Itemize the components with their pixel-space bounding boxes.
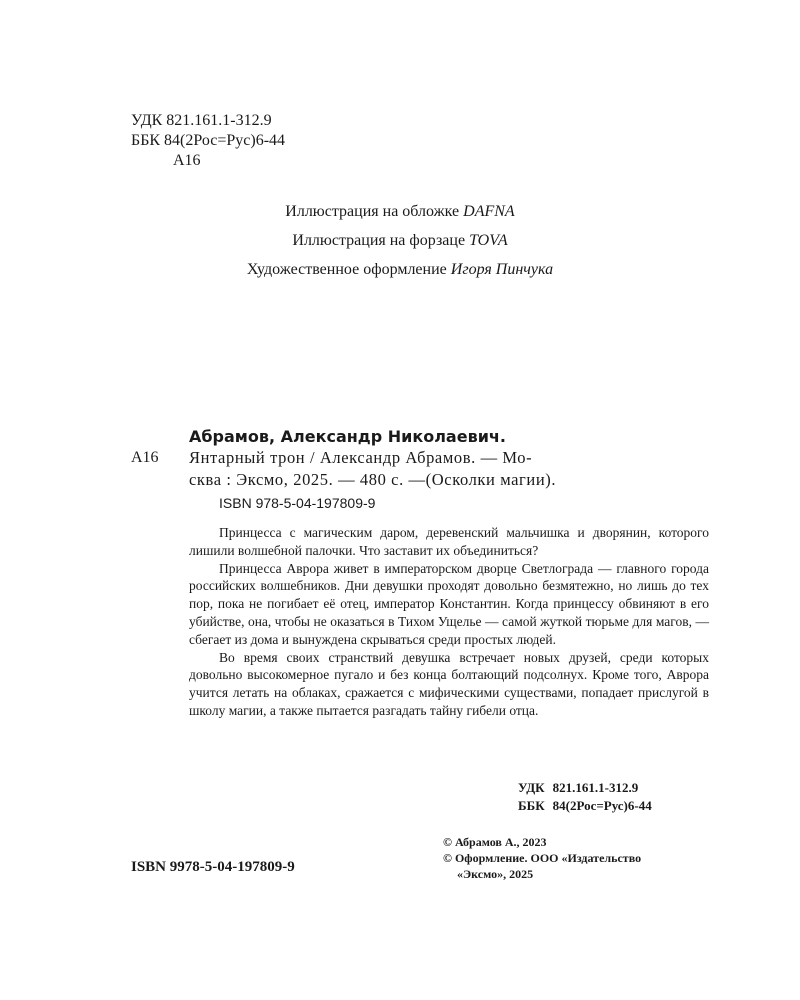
cover-artist: DAFNA <box>463 203 515 220</box>
design-credit-label: Художественное оформление <box>246 261 447 278</box>
endpaper-credit <box>0 226 800 255</box>
udk-code-bottom <box>518 779 652 797</box>
isbn-bottom: ISBN 9978-5-04-197809-9 <box>131 859 295 875</box>
author-sign-side: А16 <box>131 449 159 466</box>
udk-code: УДК 821.161.1-312.9 <box>131 112 272 129</box>
biblio-line-2: сква : Эксмо, 2025. — 480 с. —(Осколки магии). <box>189 470 557 489</box>
classification-codes-bottom <box>518 779 652 815</box>
bbk-code-bottom <box>518 797 652 815</box>
author-sign: А16 <box>173 152 201 169</box>
endpaper-artist: TOVA <box>469 232 508 249</box>
bbk-value: 84(2Рос=Рус)6-44 <box>552 798 652 813</box>
illustration-credits <box>0 197 800 284</box>
classification-codes-top <box>131 111 285 171</box>
udk-label: УДК <box>518 780 545 795</box>
copyright-block <box>443 834 641 882</box>
author-heading: Абрамов, Александр Николаевич. <box>189 427 506 446</box>
annotation <box>189 524 709 720</box>
bbk-code: ББК 84(2Рос=Рус)6-44 <box>131 132 286 149</box>
endpaper-credit-label: Иллюстрация на форзаце <box>292 232 466 249</box>
udk-value: 821.161.1-312.9 <box>552 780 639 795</box>
cover-credit <box>0 197 800 226</box>
biblio-line-1: Янтарный трон / Александр Абрамов. — Мо- <box>189 448 533 467</box>
bbk-label: ББК <box>518 798 545 813</box>
annotation-paragraph: Принцесса с магическим даром, деревенский мальчишка и дворянин, которого лишили волшебной палочки. Что заставит их объединиться? <box>189 525 709 558</box>
annotation-paragraph: Во время своих странствий девушка встречает новых друзей, среди которых довольно высокомерное пугало и без конца болтающий подсолнух. Кроме того, Аврора учится летать на облаках, сражается с мифическими существами, попадает прислугой в школу магии, а также пытается разгадать тайну гибели отца. <box>189 649 709 718</box>
isbn-record: ISBN 978-5-04-197809-9 <box>219 495 376 511</box>
design-credit <box>0 255 800 284</box>
bibliographic-record <box>189 447 709 491</box>
copyright-line-1: © Абрамов А., 2023 <box>443 835 547 849</box>
cover-credit-label: Иллюстрация на обложке <box>285 203 460 220</box>
copyright-line-3: «Эксмо», 2025 <box>457 867 534 881</box>
design-artist: Игоря Пинчука <box>450 261 554 278</box>
copyright-line-2: © Оформление. ООО «Издательство <box>443 851 642 865</box>
annotation-paragraph: Принцесса Аврора живет в императорском дворце Светлограда — главного города российских волшебников. Дни девушки проходят довольно безмятежно, но лишь до тех пор, пока не погибает её отец, император Константин. Когда принцессу обвиняют в его убийстве, она, чтобы не оказаться в Тихом Ущелье — самой жуткой тюрьме для магов, — сбегает из дома и вынуждена скрываться среди простых людей. <box>189 560 709 647</box>
